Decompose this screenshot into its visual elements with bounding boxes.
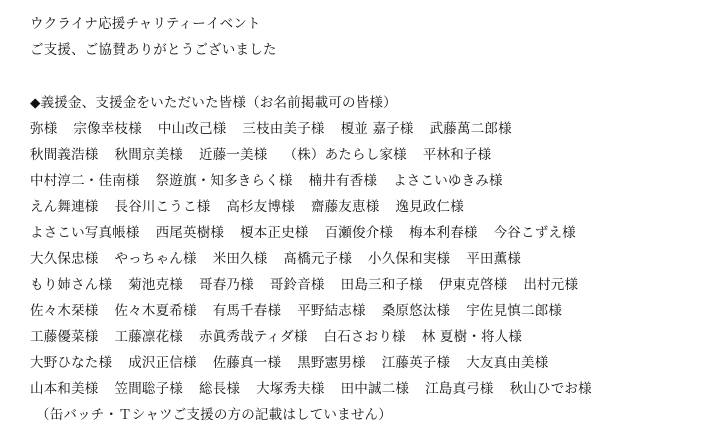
donor-name: えん舞連様 xyxy=(30,199,99,215)
donor-name: 今谷こずえ様 xyxy=(493,225,576,241)
donor-name: 秋間義浩様 xyxy=(30,147,99,163)
donor-name: 江島真弓様 xyxy=(425,381,494,397)
donor-name: 平林和子様 xyxy=(422,147,492,163)
donor-name: 有馬千春様 xyxy=(212,303,282,319)
donor-row xyxy=(30,302,592,328)
donor-name: 楠井有香様 xyxy=(308,173,378,189)
donor-name: 秋間京美様 xyxy=(114,147,183,163)
donor-row xyxy=(30,120,592,146)
donor-name: 山本和美様 xyxy=(30,381,99,397)
donor-name: 江藤英子様 xyxy=(381,355,451,371)
donor-row xyxy=(30,380,592,406)
donor-name: 百瀬俊介様 xyxy=(324,225,394,241)
donor-name: 林 夏樹・将人様 xyxy=(421,329,523,345)
donor-name: 逸見政仁様 xyxy=(395,199,464,215)
donor-name: 大塚秀夫様 xyxy=(256,381,325,397)
donor-name: （株）あたらし家様 xyxy=(283,147,407,163)
donor-name: 長谷川こうこ様 xyxy=(114,199,211,215)
donor-name-list xyxy=(30,120,592,406)
donor-name: 小久保和実様 xyxy=(368,251,451,267)
donor-name: 佐々木夏希様 xyxy=(114,303,197,319)
donor-name: 弥様 xyxy=(30,121,58,137)
donor-name: 中山改己様 xyxy=(157,121,227,137)
donors-heading: ◆義援金、支援金をいただいた皆様（お名前掲載可の皆様） xyxy=(30,95,397,111)
donor-name: 田中誠二様 xyxy=(340,381,410,397)
donor-name: 榎並 嘉子様 xyxy=(340,121,414,137)
donor-name: 桑原悠汰様 xyxy=(381,303,451,319)
donor-name: 出村元様 xyxy=(523,277,579,293)
donor-row xyxy=(30,224,592,250)
donor-name: 梅本利春様 xyxy=(409,225,478,241)
thanks-subtitle: ご支援、ご協賛ありがとうございました xyxy=(30,42,277,58)
donor-name: よさこいゆきみ様 xyxy=(393,173,503,189)
donor-name: もり姉さん様 xyxy=(30,277,113,293)
donor-row xyxy=(30,250,592,276)
donor-row xyxy=(30,146,592,172)
event-title: ウクライナ応援チャリティーイベント xyxy=(30,16,261,32)
donor-name: 榎本正史様 xyxy=(240,225,309,241)
donor-name: 秋山ひでお様 xyxy=(509,381,592,397)
donor-name: 祭遊旗・知多きらく様 xyxy=(155,173,293,189)
donor-row xyxy=(30,328,592,354)
donor-name: 佐々木栞様 xyxy=(30,303,99,319)
donor-name: 高杉友博様 xyxy=(226,199,295,215)
donor-name: 佐藤真一様 xyxy=(212,355,282,371)
donor-name: 総長様 xyxy=(199,381,241,397)
donor-row xyxy=(30,198,592,224)
donor-name: 白石さおり様 xyxy=(323,329,406,345)
donor-row xyxy=(30,172,592,198)
donor-name: 成沢正信様 xyxy=(128,355,197,371)
donor-name: 平野結志様 xyxy=(297,303,366,319)
donor-name: 髙橋元子様 xyxy=(283,251,353,267)
donor-row xyxy=(30,276,592,302)
donor-name: よさこい写真帳様 xyxy=(30,225,140,241)
donor-name: 哥春乃様 xyxy=(199,277,254,293)
donor-name: 宇佐見慎二郎様 xyxy=(466,303,563,319)
footnote: （缶バッチ・Ｔシャツご支援の方の記載はしていません） xyxy=(36,407,392,423)
donor-name: 三枝由美子様 xyxy=(242,121,325,137)
donor-name: 菊池克様 xyxy=(128,277,184,293)
donor-row xyxy=(30,354,592,380)
donor-name: 哥鈴音様 xyxy=(269,277,325,293)
donor-name: 大久保忠様 xyxy=(30,251,99,267)
donor-name: 近藤一美様 xyxy=(199,147,268,163)
donor-name: 齋藤友恵様 xyxy=(310,199,380,215)
donor-name: 宗像幸枝様 xyxy=(73,121,142,137)
donor-name: 武藤萬二郎様 xyxy=(429,121,512,137)
donor-name: 赤眞秀哉ティダ様 xyxy=(199,329,308,345)
donor-name: 大友真由美様 xyxy=(466,355,549,371)
donor-name: 田島三和子様 xyxy=(340,277,423,293)
donor-name: 工藤凛花様 xyxy=(114,329,183,345)
donor-name: 米田久様 xyxy=(212,251,268,267)
donor-name: やっちゃん様 xyxy=(114,251,197,267)
donor-name: 伊東克啓様 xyxy=(438,277,508,293)
donor-name: 平田薫様 xyxy=(466,251,522,267)
donor-name: 工藤優菜様 xyxy=(30,329,99,345)
donor-name: 大野ひなた様 xyxy=(30,355,113,371)
donor-name: 西尾英樹様 xyxy=(155,225,225,241)
donor-name: 黒野憲男様 xyxy=(297,355,366,371)
donor-name: 中村淳二・佳南様 xyxy=(30,173,140,189)
donor-name: 笠間聡子様 xyxy=(114,381,183,397)
